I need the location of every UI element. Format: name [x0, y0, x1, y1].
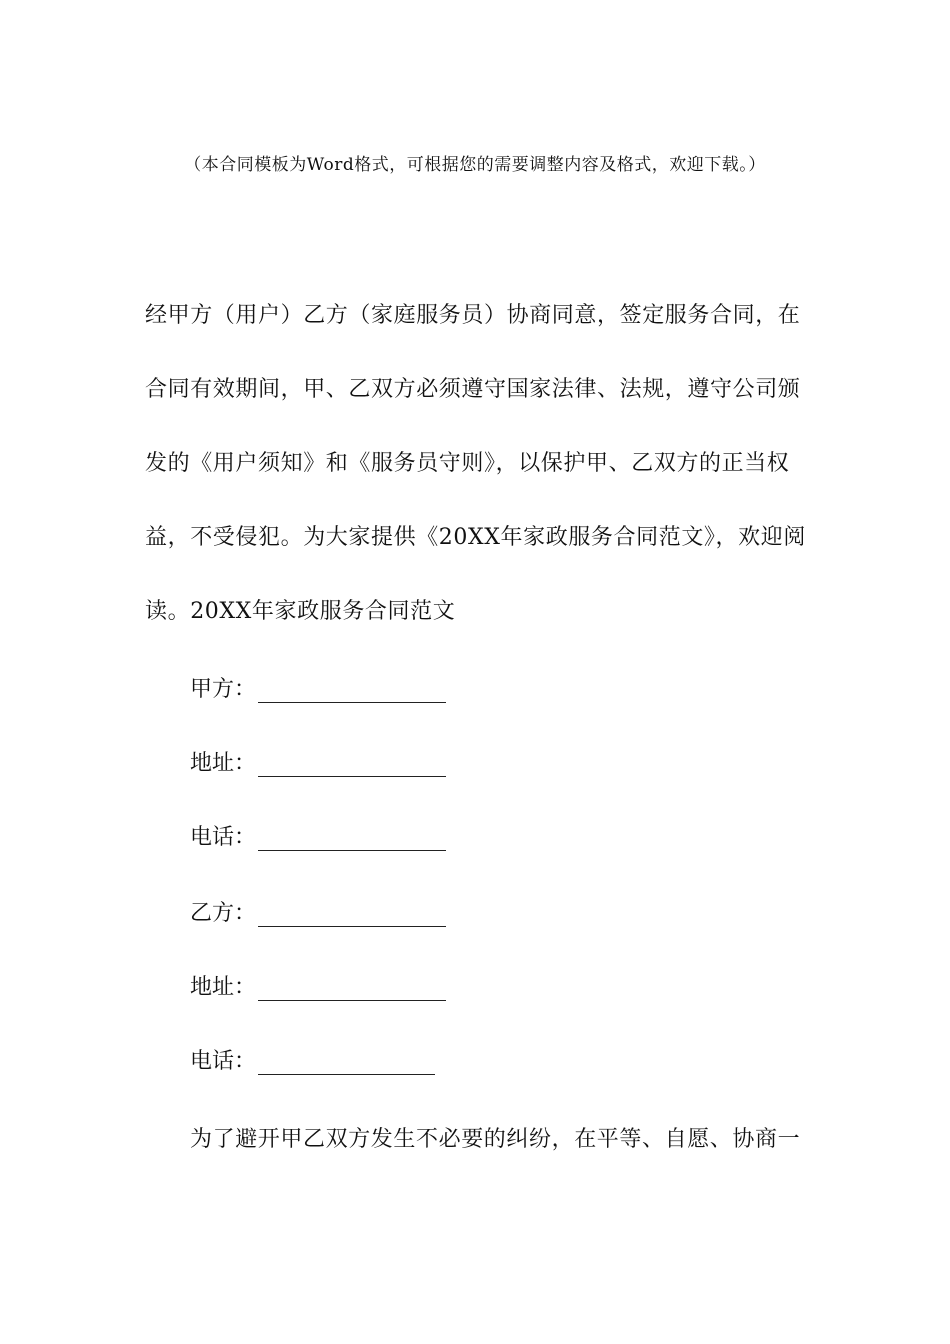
intro-line: 益，不受侵犯。为大家提供《20XX年家政服务合同范文》，欢迎阅 [145, 525, 806, 550]
fill-blank [258, 1050, 435, 1075]
field-label: 地址： [190, 751, 257, 776]
party-a-field [190, 672, 446, 703]
party-b-address-field [190, 970, 446, 1001]
field-label: 电话： [190, 1049, 257, 1074]
field-label: 电话： [190, 825, 257, 850]
intro-line: 经甲方（用户）乙方（家庭服务员）协商同意，签定服务合同，在 [145, 303, 801, 328]
field-label: 甲方： [190, 677, 257, 702]
party-b-field [190, 896, 446, 927]
party-a-address-field [190, 746, 446, 777]
closing-line: 为了避开甲乙双方发生不必要的纠纷，在平等、自愿、协商一 [190, 1127, 801, 1152]
field-label: 乙方： [190, 901, 257, 926]
fill-blank [258, 826, 446, 851]
template-note: （本合同模板为Word格式，可根据您的需要调整内容及格式，欢迎下载。） [184, 155, 766, 175]
party-b-phone-field [190, 1044, 435, 1075]
fill-blank [258, 752, 446, 777]
fill-blank [258, 976, 446, 1001]
field-label: 地址： [190, 975, 257, 1000]
party-a-phone-field [190, 820, 446, 851]
fill-blank [258, 902, 446, 927]
intro-line: 发的《用户须知》和《服务员守则》，以保护甲、乙双方的正当权 [145, 451, 790, 476]
intro-line: 读。20XX年家政服务合同范文 [145, 599, 456, 624]
fill-blank [258, 678, 446, 703]
intro-line: 合同有效期间，甲、乙双方必须遵守国家法律、法规，遵守公司颁 [145, 377, 801, 402]
